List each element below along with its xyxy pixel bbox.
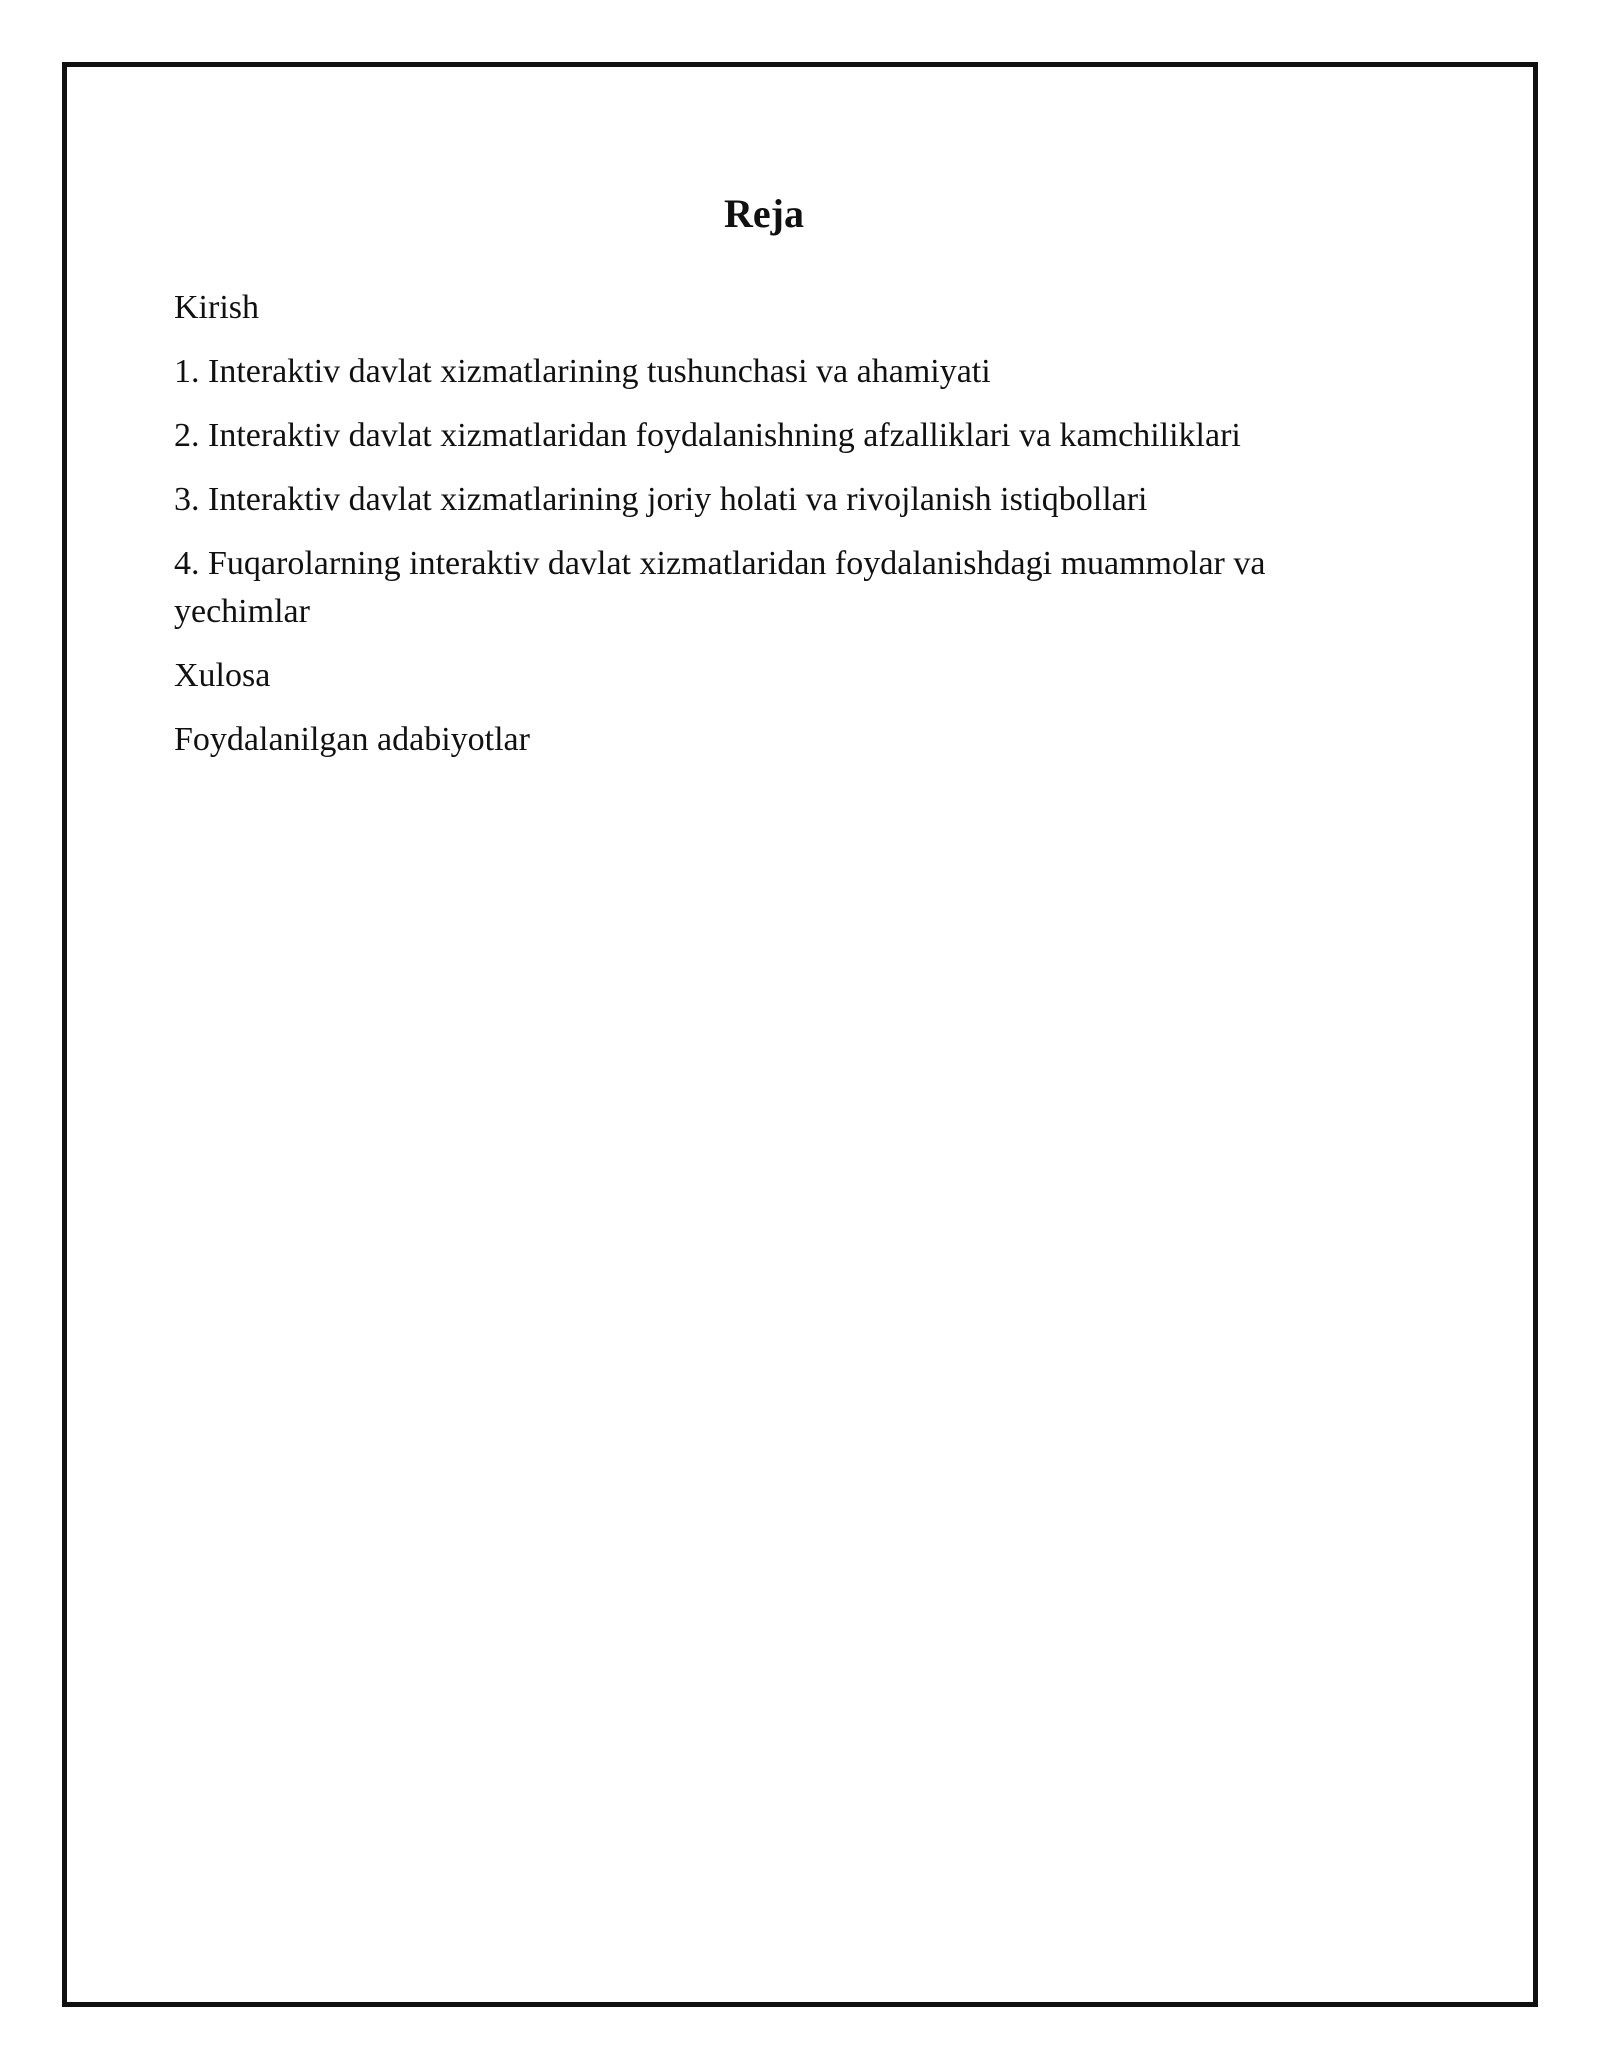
page-title: Reja	[724, 191, 804, 236]
plan-item-4: 4. Fuqarolarning interaktiv davlat xizmatlaridan foydalanishdagi muammolar va yechimlar	[174, 545, 1266, 630]
plan-item-3: 3. Interaktiv davlat xizmatlarining joriy holati va rivojlanish istiqbollari	[174, 481, 1148, 518]
plan-item-2: 2. Interaktiv davlat xizmatlaridan foydalanishning afzalliklari va kamchiliklari	[174, 417, 1241, 454]
plan-item-references: Foydalanilgan adabiyotlar	[174, 721, 530, 758]
document-body	[174, 188, 1354, 780]
plan-item-conclusion: Xulosa	[174, 657, 271, 694]
plan-list	[174, 284, 1354, 764]
plan-item-introduction: Kirish	[174, 289, 259, 326]
plan-item-1: 1. Interaktiv davlat xizmatlarining tushunchasi va ahamiyati	[174, 353, 991, 390]
